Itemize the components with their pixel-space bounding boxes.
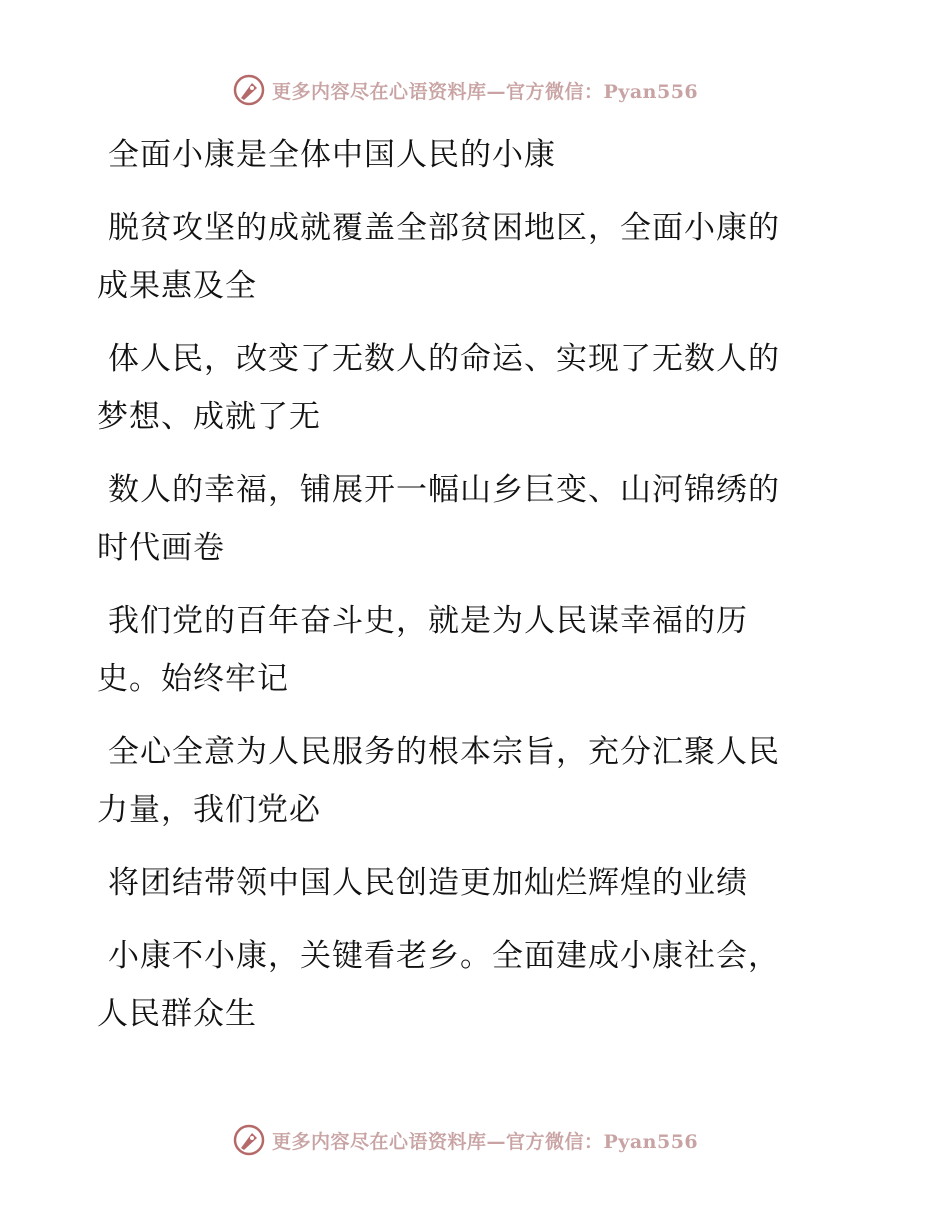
paragraph-continuation: 梦想、成就了无 xyxy=(97,399,321,435)
paragraph-line: 我们党的百年奋斗史，就是为人民谋幸福的历 xyxy=(108,603,748,639)
paragraph xyxy=(97,199,837,315)
paragraph xyxy=(97,723,837,839)
paragraph xyxy=(97,126,837,184)
footer-watermark xyxy=(232,1122,698,1158)
paragraph-line: 全心全意为人民服务的根本宗旨，充分汇聚人民 xyxy=(108,734,780,770)
paragraph-continuation: 时代画卷 xyxy=(97,530,225,566)
paragraph xyxy=(97,592,837,708)
document-body xyxy=(97,126,837,1058)
paragraph-line: 将团结带领中国人民创造更加灿烂辉煌的业绩 xyxy=(108,865,748,901)
paragraph xyxy=(97,330,837,446)
paragraph-line: 体人民，改变了无数人的命运、实现了无数人的 xyxy=(108,341,780,377)
paragraph-continuation: 成果惠及全 xyxy=(97,268,257,304)
paragraph-line: 全面小康是全体中国人民的小康 xyxy=(108,137,556,173)
paragraph-continuation: 史。始终牢记 xyxy=(97,661,289,697)
paragraph-continuation: 力量，我们党必 xyxy=(97,792,321,828)
watermark-text: 更多内容尽在心语资料库—官方微信：Pyan556 xyxy=(272,1130,699,1153)
paragraph xyxy=(97,927,837,1043)
paragraph-line: 数人的幸福，铺展开一幅山乡巨变、山河锦绣的 xyxy=(108,472,780,508)
watermark-handle: Pyan556 xyxy=(603,1130,699,1153)
pen-nib-icon xyxy=(232,1123,266,1157)
paragraph xyxy=(97,854,837,912)
header-watermark xyxy=(232,72,698,108)
pen-nib-icon xyxy=(232,73,266,107)
paragraph xyxy=(97,461,837,577)
paragraph-continuation: 人民群众生 xyxy=(97,996,257,1032)
watermark-handle: Pyan556 xyxy=(603,80,699,103)
paragraph-line: 小康不小康，关键看老乡。全面建成小康社会， xyxy=(108,938,780,974)
watermark-text: 更多内容尽在心语资料库—官方微信：Pyan556 xyxy=(272,80,699,103)
paragraph-line: 脱贫攻坚的成就覆盖全部贫困地区，全面小康的 xyxy=(108,210,780,246)
